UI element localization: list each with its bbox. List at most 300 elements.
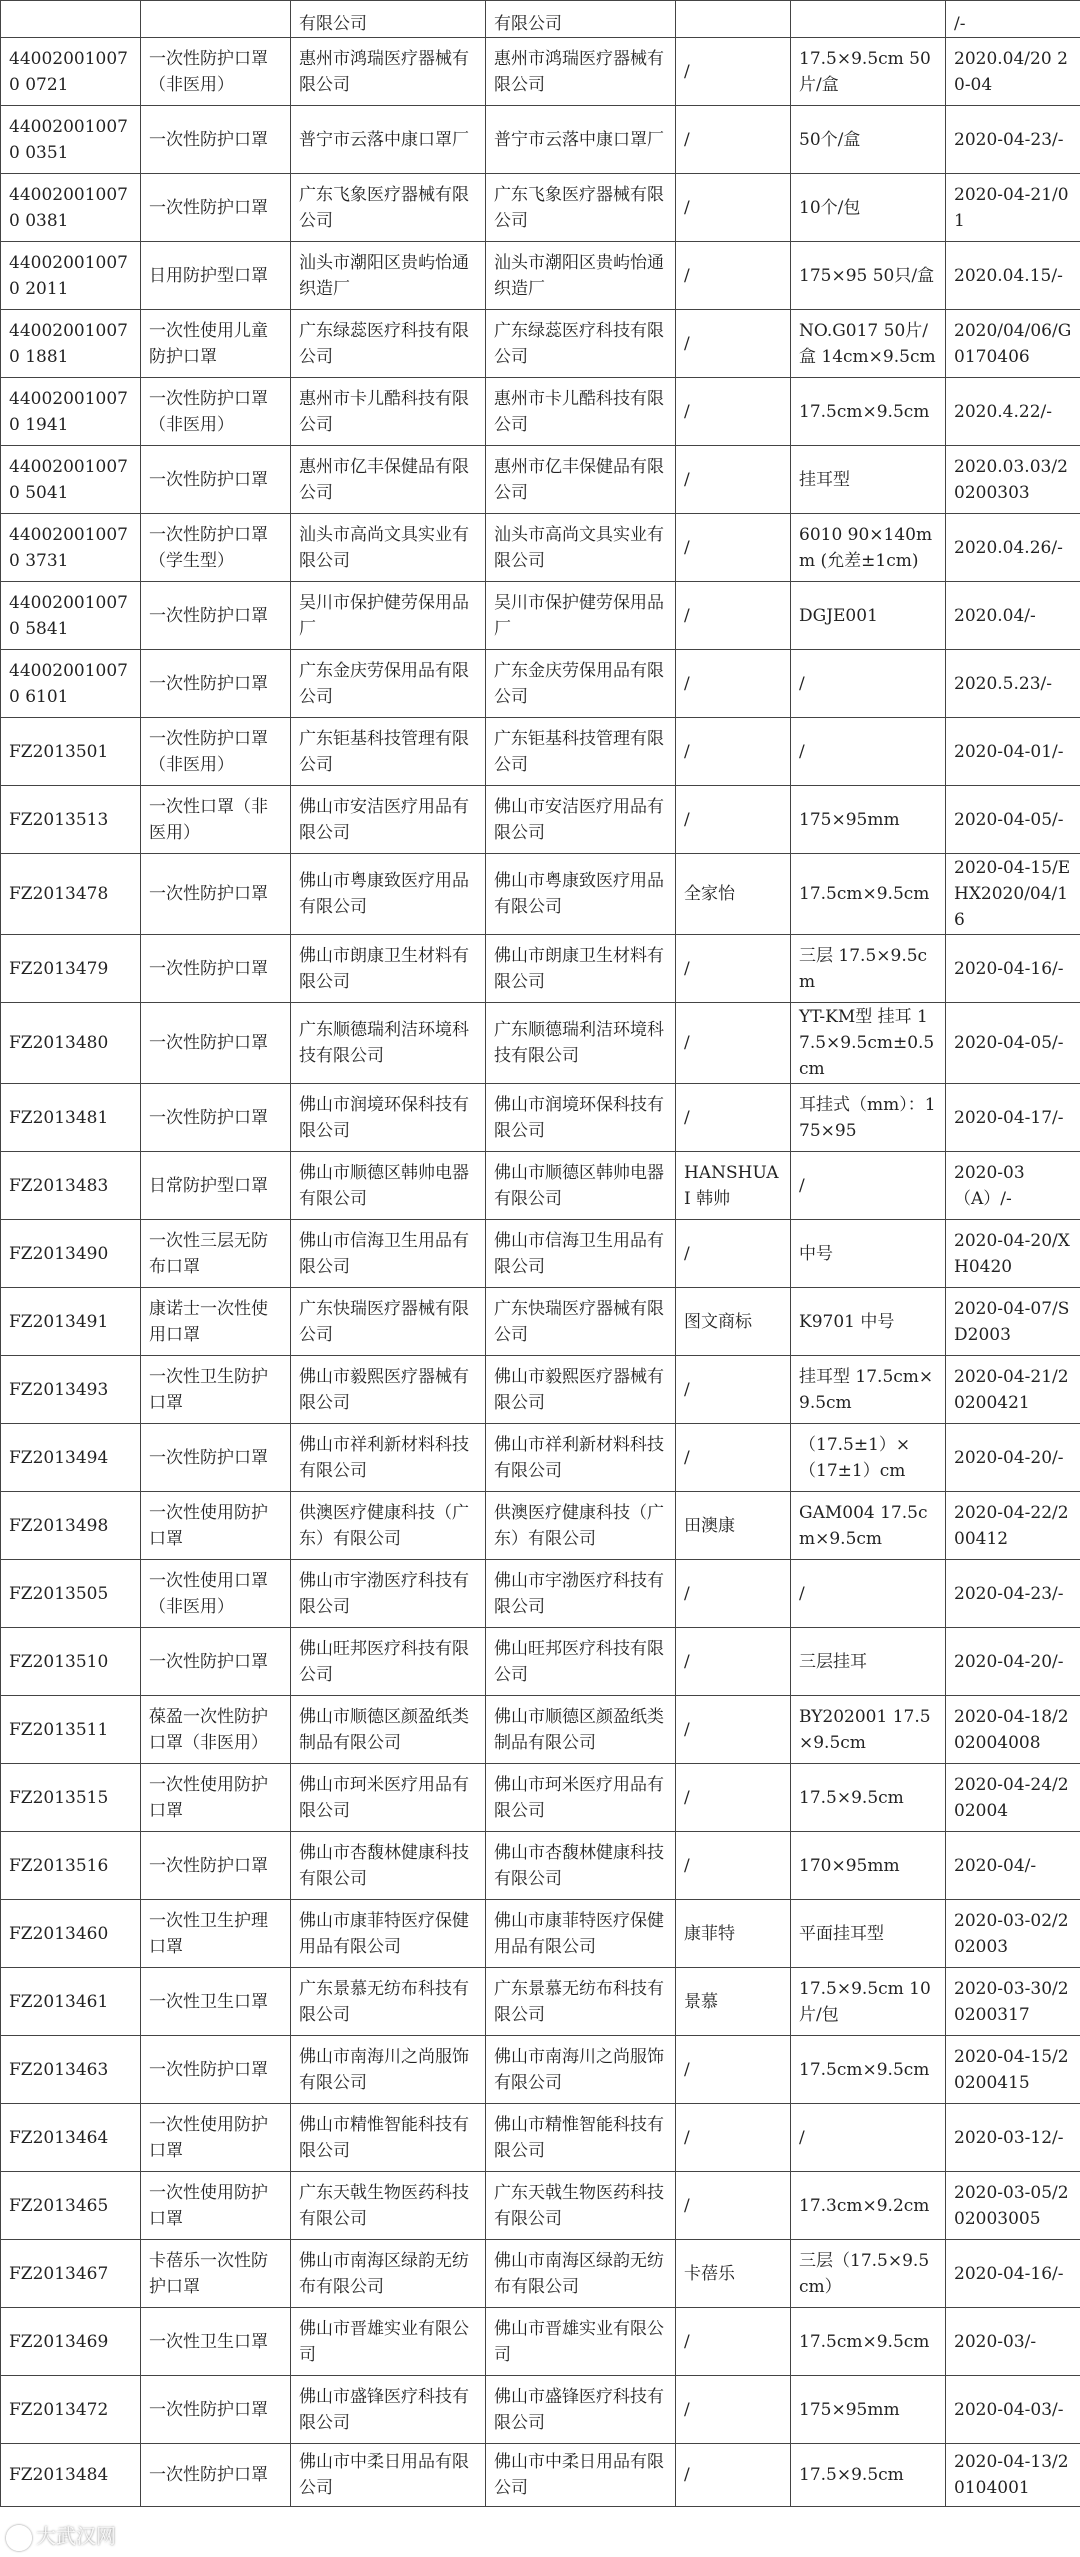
cell-date-batch: 2020.03.03/20200303 xyxy=(946,446,1080,514)
cell-sampled-unit: 佛山市朗康卫生材料有限公司 xyxy=(291,935,486,1003)
cell-sampled-unit: 佛山市顺德区颜盈纸类制品有限公司 xyxy=(291,1696,486,1764)
cell-date-batch: 2020-04-24/202004 xyxy=(946,1764,1080,1832)
cell-sample-no: FZ2013483 xyxy=(1,1152,141,1220)
cell-trademark: / xyxy=(676,1764,791,1832)
cell-date-batch: 2020.04.26/- xyxy=(946,514,1080,582)
cell-sample-no: FZ2013469 xyxy=(1,2308,141,2376)
cell-sampled-unit: 广东飞象医疗器械有限公司 xyxy=(291,174,486,242)
cell-sampled-unit: 有限公司 xyxy=(291,1,486,38)
cell-product-name: 一次性防护口罩 xyxy=(141,446,291,514)
cell-sample-no: 440020010070 6101 xyxy=(1,650,141,718)
cell-sampled-unit: 佛山市祥利新材料科技有限公司 xyxy=(291,1424,486,1492)
cell-date-batch: 2020-04-23/- xyxy=(946,106,1080,174)
cell-date-batch: 2020-03-02/202003 xyxy=(946,1900,1080,1968)
cell-sample-no: FZ2013493 xyxy=(1,1356,141,1424)
cell-sample-no: 440020010070 3731 xyxy=(1,514,141,582)
cell-trademark: / xyxy=(676,935,791,1003)
cell-trademark: / xyxy=(676,1628,791,1696)
cell-manufacturer: 广东钜基科技管理有限公司 xyxy=(486,718,676,786)
table-row xyxy=(1,1003,1080,1084)
cell-date-batch: 2020-04-18/202004008 xyxy=(946,1696,1080,1764)
cell-spec: 6010 90×140mm (允差±1cm) xyxy=(791,514,946,582)
cell-date-batch: 2020-04-05/- xyxy=(946,786,1080,854)
cell-product-name: 一次性防护口罩 xyxy=(141,1628,291,1696)
table-row xyxy=(1,1764,1080,1832)
cell-sample-no: FZ2013464 xyxy=(1,2104,141,2172)
table-row xyxy=(1,2036,1080,2104)
cell-product-name: 一次性防护口罩 xyxy=(141,1003,291,1084)
cell-sampled-unit: 佛山市信海卫生用品有限公司 xyxy=(291,1220,486,1288)
table-body xyxy=(1,1,1080,2507)
cell-spec: 17.5cm×9.5cm xyxy=(791,2308,946,2376)
cell-sampled-unit: 广东钜基科技管理有限公司 xyxy=(291,718,486,786)
cell-manufacturer: 广东快瑞医疗器械有限公司 xyxy=(486,1288,676,1356)
cell-product-name: 一次性使用防护口罩 xyxy=(141,2172,291,2240)
cell-spec: NO.G017 50片/盒 14cm×9.5cm xyxy=(791,310,946,378)
cell-sampled-unit: 佛山市宇渤医疗科技有限公司 xyxy=(291,1560,486,1628)
table-row xyxy=(1,2240,1080,2308)
cell-manufacturer: 广东金庆劳保用品有限公司 xyxy=(486,650,676,718)
cell-trademark: / xyxy=(676,1832,791,1900)
cell-date-batch: 2020-04-01/- xyxy=(946,718,1080,786)
cell-product-name: 一次性防护口罩（非医用） xyxy=(141,718,291,786)
cell-sample-no: FZ2013478 xyxy=(1,854,141,935)
cell-sampled-unit: 佛山市南海区绿韵无纺布有限公司 xyxy=(291,2240,486,2308)
cell-date-batch: 2020.04/20 20-04 xyxy=(946,38,1080,106)
cell-date-batch: 2020-04-03/- xyxy=(946,2376,1080,2444)
cell-manufacturer: 佛山市顺德区韩帅电器有限公司 xyxy=(486,1152,676,1220)
table-row xyxy=(1,1220,1080,1288)
cell-sample-no: FZ2013490 xyxy=(1,1220,141,1288)
table-row xyxy=(1,378,1080,446)
cell-manufacturer: 佛山市安洁医疗用品有限公司 xyxy=(486,786,676,854)
cell-sampled-unit: 佛山市盛锋医疗科技有限公司 xyxy=(291,2376,486,2444)
cell-date-batch: /- xyxy=(946,1,1080,38)
cell-sampled-unit: 佛山市粤康致医疗用品有限公司 xyxy=(291,854,486,935)
cell-sample-no: 440020010070 0351 xyxy=(1,106,141,174)
cell-manufacturer: 广东绿蕊医疗科技有限公司 xyxy=(486,310,676,378)
cell-sample-no: 440020010070 5841 xyxy=(1,582,141,650)
cell-spec: 平面挂耳型 xyxy=(791,1900,946,1968)
cell-spec: 10个/包 xyxy=(791,174,946,242)
cell-sampled-unit: 佛山市毅熙医疗器械有限公司 xyxy=(291,1356,486,1424)
cell-trademark: 图文商标 xyxy=(676,1288,791,1356)
cell-product-name: 一次性防护口罩 xyxy=(141,1424,291,1492)
cell-trademark: / xyxy=(676,310,791,378)
table-row xyxy=(1,514,1080,582)
cell-manufacturer: 广东飞象医疗器械有限公司 xyxy=(486,174,676,242)
cell-product-name: 康诺士一次性使用口罩 xyxy=(141,1288,291,1356)
cell-spec: 175×95mm xyxy=(791,2376,946,2444)
cell-trademark: / xyxy=(676,2308,791,2376)
cell-date-batch: 2020.4.22/- xyxy=(946,378,1080,446)
cell-trademark: / xyxy=(676,38,791,106)
cell-product-name: 一次性防护口罩 xyxy=(141,106,291,174)
cell-manufacturer: 佛山市晋雄实业有限公司 xyxy=(486,2308,676,2376)
cell-product-name: 一次性防护口罩 xyxy=(141,1832,291,1900)
cell-sample-no: FZ2013481 xyxy=(1,1084,141,1152)
cell-manufacturer: 佛山市粤康致医疗用品有限公司 xyxy=(486,854,676,935)
table-row xyxy=(1,1900,1080,1968)
cell-manufacturer: 佛山市朗康卫生材料有限公司 xyxy=(486,935,676,1003)
cell-sample-no: 440020010070 5041 xyxy=(1,446,141,514)
cell-manufacturer: 佛山市珂米医疗用品有限公司 xyxy=(486,1764,676,1832)
cell-manufacturer: 佛山市盛锋医疗科技有限公司 xyxy=(486,2376,676,2444)
table-row-fragment xyxy=(1,1,1080,38)
cell-trademark: / xyxy=(676,718,791,786)
cell-spec: 17.5cm×9.5cm xyxy=(791,378,946,446)
cell-sampled-unit: 广东金庆劳保用品有限公司 xyxy=(291,650,486,718)
cell-trademark xyxy=(676,1,791,38)
cell-manufacturer: 有限公司 xyxy=(486,1,676,38)
table-row xyxy=(1,1084,1080,1152)
table-row xyxy=(1,2308,1080,2376)
watermark xyxy=(6,2520,116,2551)
cell-product-name: 一次性卫生防护口罩 xyxy=(141,1356,291,1424)
cell-manufacturer: 佛山市顺德区颜盈纸类制品有限公司 xyxy=(486,1696,676,1764)
cell-product-name: 一次性防护口罩（学生型） xyxy=(141,514,291,582)
cell-manufacturer: 广东顺德瑞利洁环境科技有限公司 xyxy=(486,1003,676,1084)
table-row xyxy=(1,2172,1080,2240)
cell-product-name: 一次性防护口罩 xyxy=(141,854,291,935)
cell-sample-no: FZ2013467 xyxy=(1,2240,141,2308)
cell-date-batch: 2020-04-16/- xyxy=(946,2240,1080,2308)
table-row xyxy=(1,174,1080,242)
cell-spec: GAM004 17.5cm×9.5cm xyxy=(791,1492,946,1560)
cell-product-name: 一次性三层无防布口罩 xyxy=(141,1220,291,1288)
cell-sample-no: 440020010070 0721 xyxy=(1,38,141,106)
cell-spec: 耳挂式（mm）：175×95 xyxy=(791,1084,946,1152)
cell-sample-no: FZ2013494 xyxy=(1,1424,141,1492)
cell-sampled-unit: 佛山市安洁医疗用品有限公司 xyxy=(291,786,486,854)
cell-trademark: / xyxy=(676,786,791,854)
cell-sampled-unit: 佛山市杏馥林健康科技有限公司 xyxy=(291,1832,486,1900)
cell-trademark: / xyxy=(676,1220,791,1288)
cell-product-name: 一次性防护口罩（非医用） xyxy=(141,378,291,446)
cell-product-name: 葆盈一次性防护口罩（非医用） xyxy=(141,1696,291,1764)
cell-manufacturer: 佛山市中柔日用品有限公司 xyxy=(486,2444,676,2507)
table-row xyxy=(1,718,1080,786)
cell-spec xyxy=(791,1,946,38)
cell-manufacturer: 供澳医疗健康科技（广东）有限公司 xyxy=(486,1492,676,1560)
cell-sampled-unit: 惠州市亿丰保健品有限公司 xyxy=(291,446,486,514)
cell-product-name: 一次性使用防护口罩 xyxy=(141,1764,291,1832)
cell-date-batch: 2020-04-21/01 xyxy=(946,174,1080,242)
cell-sample-no: FZ2013491 xyxy=(1,1288,141,1356)
cell-date-batch: 2020/04/06/G0170406 xyxy=(946,310,1080,378)
cell-trademark: / xyxy=(676,1696,791,1764)
cell-date-batch: 2020-03-30/20200317 xyxy=(946,1968,1080,2036)
cell-trademark: 田澳康 xyxy=(676,1492,791,1560)
cell-date-batch: 2020-03/- xyxy=(946,2308,1080,2376)
cell-date-batch: 2020-03-12/- xyxy=(946,2104,1080,2172)
cell-date-batch: 2020-04-13/20104001 xyxy=(946,2444,1080,2507)
table-row xyxy=(1,854,1080,935)
table-row xyxy=(1,1968,1080,2036)
cell-product-name: 一次性卫生口罩 xyxy=(141,1968,291,2036)
cell-product-name: 一次性使用防护口罩 xyxy=(141,1492,291,1560)
cell-trademark: / xyxy=(676,1560,791,1628)
cell-manufacturer: 广东景慕无纺布科技有限公司 xyxy=(486,1968,676,2036)
cell-sampled-unit: 佛山市晋雄实业有限公司 xyxy=(291,2308,486,2376)
cell-product-name: 一次性防护口罩 xyxy=(141,2376,291,2444)
cell-sample-no: FZ2013501 xyxy=(1,718,141,786)
cell-spec: 三层挂耳 xyxy=(791,1628,946,1696)
cell-sample-no: FZ2013505 xyxy=(1,1560,141,1628)
cell-product-name: 日常防护型口罩 xyxy=(141,1152,291,1220)
cell-sampled-unit: 供澳医疗健康科技（广东）有限公司 xyxy=(291,1492,486,1560)
cell-sample-no xyxy=(1,1,141,38)
cell-trademark: 景慕 xyxy=(676,1968,791,2036)
watermark-text: 大武汉网 xyxy=(36,2524,116,2548)
cell-spec: 三层 17.5×9.5cm xyxy=(791,935,946,1003)
cell-manufacturer: 惠州市亿丰保健品有限公司 xyxy=(486,446,676,514)
cell-sampled-unit: 广东天戟生物医药科技有限公司 xyxy=(291,2172,486,2240)
cell-sampled-unit: 吴川市保护健劳保用品厂 xyxy=(291,582,486,650)
cell-sampled-unit: 佛山市顺德区韩帅电器有限公司 xyxy=(291,1152,486,1220)
cell-date-batch: 2020-04-20/- xyxy=(946,1628,1080,1696)
cell-product-name: 一次性使用儿童防护口罩 xyxy=(141,310,291,378)
cell-spec: / xyxy=(791,650,946,718)
table-row xyxy=(1,2444,1080,2507)
cell-sampled-unit: 惠州市卡儿酷科技有限公司 xyxy=(291,378,486,446)
cell-spec: 挂耳型 xyxy=(791,446,946,514)
cell-sample-no: 440020010070 0381 xyxy=(1,174,141,242)
cell-sampled-unit: 广东顺德瑞利洁环境科技有限公司 xyxy=(291,1003,486,1084)
table-row xyxy=(1,2376,1080,2444)
table-row xyxy=(1,650,1080,718)
cell-date-batch: 2020-04-17/- xyxy=(946,1084,1080,1152)
table-row xyxy=(1,1288,1080,1356)
cell-product-name: 一次性防护口罩 xyxy=(141,2036,291,2104)
table-row xyxy=(1,1560,1080,1628)
table-row xyxy=(1,446,1080,514)
cell-spec: 17.5×9.5cm 50片/盒 xyxy=(791,38,946,106)
cell-trademark: / xyxy=(676,514,791,582)
cell-trademark: 康菲特 xyxy=(676,1900,791,1968)
cell-date-batch: 2020-04-21/20200421 xyxy=(946,1356,1080,1424)
cell-spec: K9701 中号 xyxy=(791,1288,946,1356)
cell-date-batch: 2020-04-07/SD2003 xyxy=(946,1288,1080,1356)
cell-spec: 挂耳型 17.5cm×9.5cm xyxy=(791,1356,946,1424)
cell-date-batch: 2020-04-20/XH0420 xyxy=(946,1220,1080,1288)
cell-product-name: 一次性使用口罩（非医用） xyxy=(141,1560,291,1628)
cell-product-name: 卡蓓乐一次性防护口罩 xyxy=(141,2240,291,2308)
cell-product-name: 一次性防护口罩 xyxy=(141,1084,291,1152)
cell-product-name: 日用防护型口罩 xyxy=(141,242,291,310)
table-row xyxy=(1,582,1080,650)
cell-spec: 中号 xyxy=(791,1220,946,1288)
cell-spec: 17.5×9.5cm xyxy=(791,2444,946,2507)
cell-product-name: 一次性防护口罩（非医用） xyxy=(141,38,291,106)
table-row xyxy=(1,1356,1080,1424)
cell-sampled-unit: 佛山旺邦医疗科技有限公司 xyxy=(291,1628,486,1696)
cell-sampled-unit: 广东景慕无纺布科技有限公司 xyxy=(291,1968,486,2036)
cell-sample-no: FZ2013516 xyxy=(1,1832,141,1900)
cell-trademark: / xyxy=(676,650,791,718)
cell-sample-no: FZ2013484 xyxy=(1,2444,141,2507)
cell-trademark: / xyxy=(676,582,791,650)
cell-spec: 50个/盒 xyxy=(791,106,946,174)
cell-date-batch: 2020.5.23/- xyxy=(946,650,1080,718)
cell-spec: DGJE001 xyxy=(791,582,946,650)
cell-manufacturer: 佛山市信海卫生用品有限公司 xyxy=(486,1220,676,1288)
cell-date-batch: 2020-04-23/- xyxy=(946,1560,1080,1628)
table-row xyxy=(1,1628,1080,1696)
cell-sampled-unit: 汕头市潮阳区贵屿怡通织造厂 xyxy=(291,242,486,310)
cell-sampled-unit: 惠州市鸿瑞医疗器械有限公司 xyxy=(291,38,486,106)
cell-date-batch: 2020.04.15/- xyxy=(946,242,1080,310)
cell-spec: 17.5cm×9.5cm xyxy=(791,2036,946,2104)
cell-trademark: / xyxy=(676,1003,791,1084)
cell-spec: 17.5×9.5cm xyxy=(791,1764,946,1832)
cell-trademark: / xyxy=(676,2172,791,2240)
cell-sampled-unit: 佛山市润境环保科技有限公司 xyxy=(291,1084,486,1152)
cell-manufacturer: 佛山市宇渤医疗科技有限公司 xyxy=(486,1560,676,1628)
cell-sample-no: FZ2013479 xyxy=(1,935,141,1003)
cell-trademark: / xyxy=(676,242,791,310)
table-row xyxy=(1,935,1080,1003)
cell-trademark: HANSHUAI 韩帅 xyxy=(676,1152,791,1220)
cell-manufacturer: 佛山市杏馥林健康科技有限公司 xyxy=(486,1832,676,1900)
cell-manufacturer: 吴川市保护健劳保用品厂 xyxy=(486,582,676,650)
cell-sample-no: FZ2013513 xyxy=(1,786,141,854)
table-row xyxy=(1,1696,1080,1764)
cell-manufacturer: 佛山市南海川之尚服饰有限公司 xyxy=(486,2036,676,2104)
cell-sample-no: FZ2013461 xyxy=(1,1968,141,2036)
cell-spec: / xyxy=(791,1152,946,1220)
cell-spec: 三层（17.5×9.5cm） xyxy=(791,2240,946,2308)
cell-manufacturer: 佛山市康菲特医疗保健用品有限公司 xyxy=(486,1900,676,1968)
cell-spec: 17.5cm×9.5cm xyxy=(791,854,946,935)
cell-sample-no: FZ2013460 xyxy=(1,1900,141,1968)
cell-product-name: 一次性防护口罩 xyxy=(141,582,291,650)
cell-trademark: / xyxy=(676,174,791,242)
cell-manufacturer: 普宁市云落中康口罩厂 xyxy=(486,106,676,174)
cell-manufacturer: 佛山市润境环保科技有限公司 xyxy=(486,1084,676,1152)
cell-sampled-unit: 佛山市南海川之尚服饰有限公司 xyxy=(291,2036,486,2104)
cell-date-batch: 2020-03-05/202003005 xyxy=(946,2172,1080,2240)
cell-trademark: / xyxy=(676,2036,791,2104)
cell-spec: / xyxy=(791,1560,946,1628)
cell-sample-no: FZ2013480 xyxy=(1,1003,141,1084)
table-row xyxy=(1,1492,1080,1560)
cell-manufacturer: 汕头市潮阳区贵屿怡通织造厂 xyxy=(486,242,676,310)
table-row xyxy=(1,310,1080,378)
cell-sample-no: FZ2013465 xyxy=(1,2172,141,2240)
table-row xyxy=(1,1152,1080,1220)
cell-sample-no: FZ2013472 xyxy=(1,2376,141,2444)
cell-manufacturer: 佛山市精惟智能科技有限公司 xyxy=(486,2104,676,2172)
cell-product-name: 一次性防护口罩 xyxy=(141,2444,291,2507)
cell-date-batch: 2020-04/- xyxy=(946,1832,1080,1900)
cell-sample-no: 440020010070 1941 xyxy=(1,378,141,446)
cell-trademark: / xyxy=(676,378,791,446)
cell-date-batch: 2020-04-15/EHX2020/04/16 xyxy=(946,854,1080,935)
cell-manufacturer: 佛山市毅熙医疗器械有限公司 xyxy=(486,1356,676,1424)
cell-spec: / xyxy=(791,718,946,786)
cell-trademark: / xyxy=(676,1424,791,1492)
cell-product-name: 一次性防护口罩 xyxy=(141,650,291,718)
table-row xyxy=(1,38,1080,106)
cell-spec: BY202001 17.5×9.5cm xyxy=(791,1696,946,1764)
cell-sample-no: 440020010070 2011 xyxy=(1,242,141,310)
cell-spec: 17.5×9.5cm 10片/包 xyxy=(791,1968,946,2036)
cell-sampled-unit: 佛山市康菲特医疗保健用品有限公司 xyxy=(291,1900,486,1968)
cell-manufacturer: 佛山市祥利新材料科技有限公司 xyxy=(486,1424,676,1492)
cell-spec: 175×95 50只/盒 xyxy=(791,242,946,310)
cell-sample-no: FZ2013511 xyxy=(1,1696,141,1764)
table-row xyxy=(1,786,1080,854)
cell-trademark: / xyxy=(676,2444,791,2507)
table-row xyxy=(1,242,1080,310)
watermark-logo-icon xyxy=(6,2525,32,2551)
table-row xyxy=(1,1832,1080,1900)
cell-sample-no: FZ2013515 xyxy=(1,1764,141,1832)
cell-product-name: 一次性卫生护理口罩 xyxy=(141,1900,291,1968)
cell-spec: / xyxy=(791,2104,946,2172)
cell-sampled-unit: 汕头市高尚文具实业有限公司 xyxy=(291,514,486,582)
cell-spec: 170×95mm xyxy=(791,1832,946,1900)
cell-trademark: / xyxy=(676,1084,791,1152)
cell-trademark: / xyxy=(676,2104,791,2172)
cell-date-batch: 2020-04-22/200412 xyxy=(946,1492,1080,1560)
cell-sampled-unit: 佛山市中柔日用品有限公司 xyxy=(291,2444,486,2507)
cell-product-name: 一次性使用防护口罩 xyxy=(141,2104,291,2172)
cell-spec: 17.3cm×9.2cm xyxy=(791,2172,946,2240)
cell-trademark: 卡蓓乐 xyxy=(676,2240,791,2308)
cell-sample-no: FZ2013510 xyxy=(1,1628,141,1696)
cell-trademark: / xyxy=(676,2376,791,2444)
cell-date-batch: 2020-04-16/- xyxy=(946,935,1080,1003)
cell-date-batch: 2020-03（A）/- xyxy=(946,1152,1080,1220)
cell-manufacturer: 汕头市高尚文具实业有限公司 xyxy=(486,514,676,582)
cell-sampled-unit: 佛山市珂米医疗用品有限公司 xyxy=(291,1764,486,1832)
cell-manufacturer: 广东天戟生物医药科技有限公司 xyxy=(486,2172,676,2240)
cell-manufacturer: 佛山市南海区绿韵无纺布有限公司 xyxy=(486,2240,676,2308)
cell-spec: （17.5±1）×（17±1）cm xyxy=(791,1424,946,1492)
table-row xyxy=(1,106,1080,174)
cell-date-batch: 2020.04/- xyxy=(946,582,1080,650)
cell-date-batch: 2020-04-05/- xyxy=(946,1003,1080,1084)
cell-manufacturer: 惠州市鸿瑞医疗器械有限公司 xyxy=(486,38,676,106)
cell-product-name: 一次性卫生口罩 xyxy=(141,2308,291,2376)
cell-trademark: / xyxy=(676,106,791,174)
cell-sampled-unit: 广东绿蕊医疗科技有限公司 xyxy=(291,310,486,378)
cell-date-batch: 2020-04-20/- xyxy=(946,1424,1080,1492)
cell-sampled-unit: 广东快瑞医疗器械有限公司 xyxy=(291,1288,486,1356)
cell-date-batch: 2020-04-15/20200415 xyxy=(946,2036,1080,2104)
cell-trademark: 全家怡 xyxy=(676,854,791,935)
cell-trademark: / xyxy=(676,446,791,514)
cell-product-name: 一次性口罩（非医用） xyxy=(141,786,291,854)
cell-sample-no: FZ2013498 xyxy=(1,1492,141,1560)
cell-trademark: / xyxy=(676,1356,791,1424)
cell-product-name: 一次性防护口罩 xyxy=(141,174,291,242)
cell-manufacturer: 惠州市卡儿酷科技有限公司 xyxy=(486,378,676,446)
cell-sample-no: FZ2013463 xyxy=(1,2036,141,2104)
cell-sample-no: 440020010070 1881 xyxy=(1,310,141,378)
table-row xyxy=(1,2104,1080,2172)
cell-product-name xyxy=(141,1,291,38)
table-row xyxy=(1,1424,1080,1492)
cell-sampled-unit: 普宁市云落中康口罩厂 xyxy=(291,106,486,174)
cell-manufacturer: 佛山旺邦医疗科技有限公司 xyxy=(486,1628,676,1696)
cell-product-name: 一次性防护口罩 xyxy=(141,935,291,1003)
cell-spec: 175×95mm xyxy=(791,786,946,854)
cell-sampled-unit: 佛山市精惟智能科技有限公司 xyxy=(291,2104,486,2172)
cell-spec: YT-KM型 挂耳 17.5×9.5cm±0.5cm xyxy=(791,1003,946,1084)
